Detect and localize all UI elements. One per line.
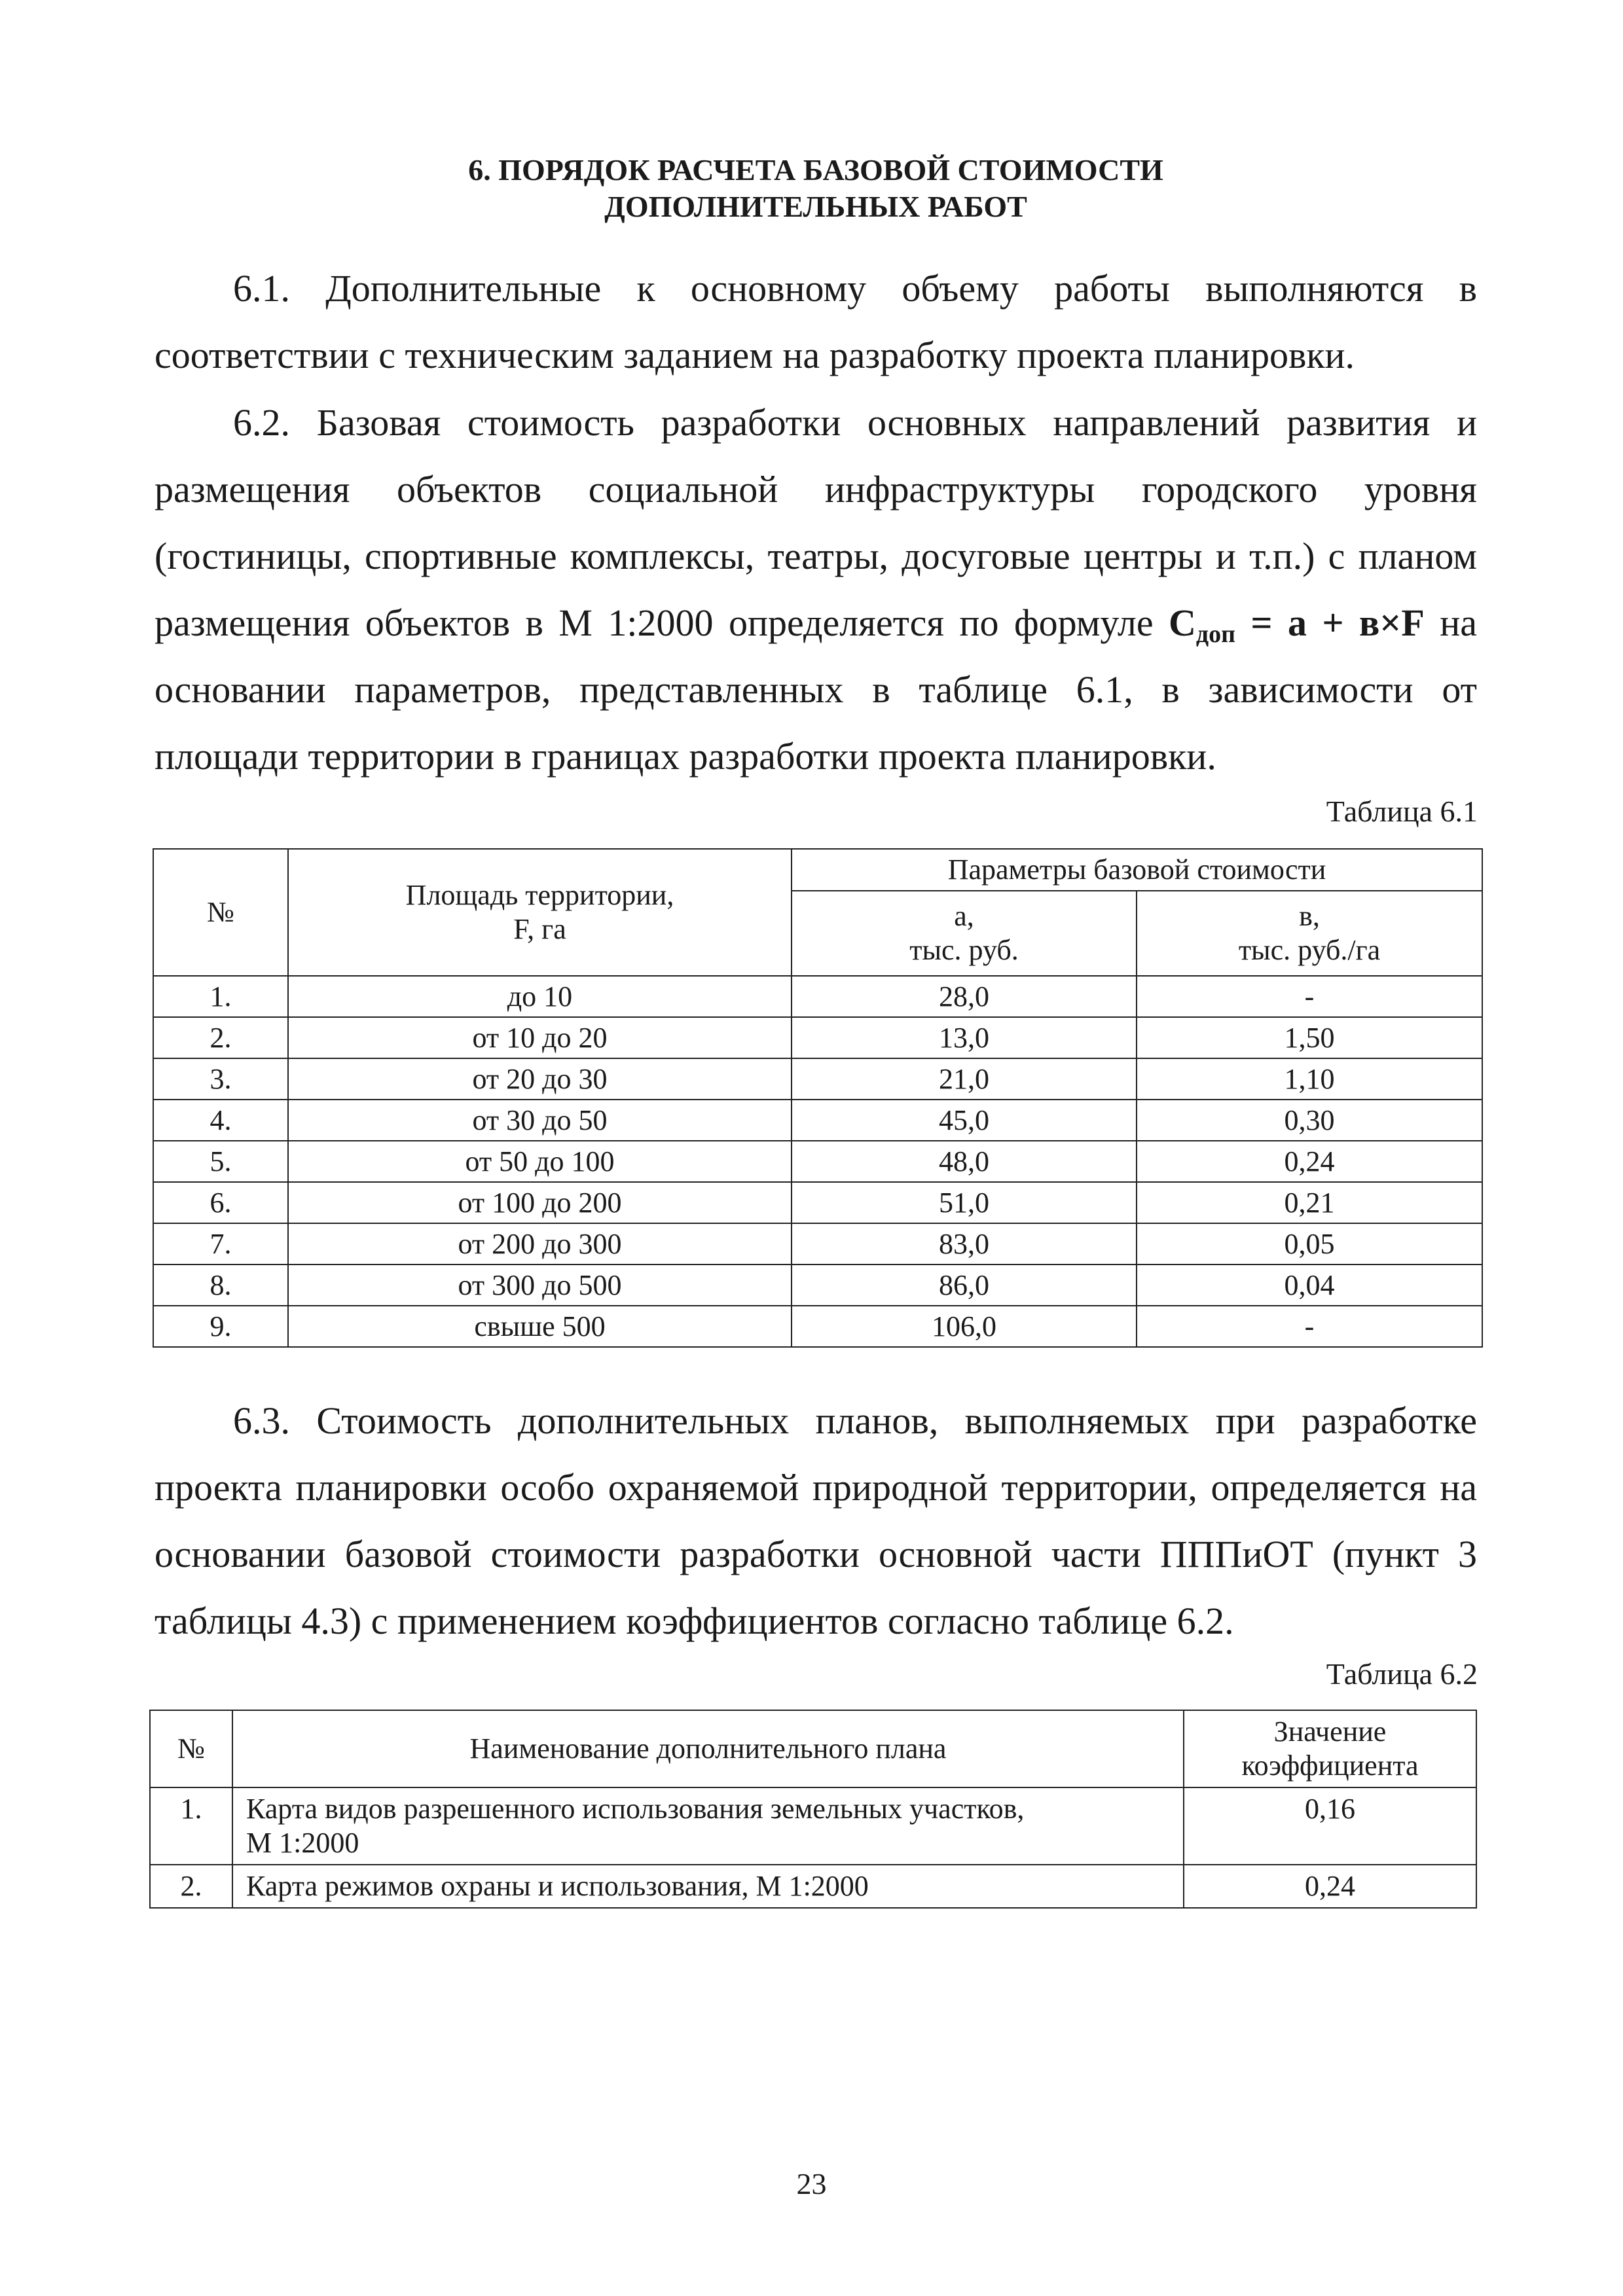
row-area: от 100 до 200 xyxy=(288,1182,792,1223)
row-b: 0,05 xyxy=(1137,1223,1482,1265)
row-area: до 10 xyxy=(288,976,792,1017)
row-num: 5. xyxy=(153,1141,288,1182)
row-num: 4. xyxy=(153,1100,288,1141)
row-num: 2. xyxy=(150,1865,232,1908)
row-area: от 10 до 20 xyxy=(288,1017,792,1058)
formula-expression: = а + в×F xyxy=(1235,601,1425,644)
table-6-1-header-area xyxy=(288,849,792,976)
row-num: 6. xyxy=(153,1182,288,1223)
table-row xyxy=(153,1306,1482,1347)
row-name xyxy=(232,1787,1184,1865)
table-6-1-header-b-line2: тыс. руб./га xyxy=(1238,934,1381,966)
row-a: 106,0 xyxy=(792,1306,1137,1347)
row-a: 51,0 xyxy=(792,1182,1137,1223)
row-name-line1: Карта видов разрешенного использования земельных участков, xyxy=(246,1793,1025,1825)
row-num: 3. xyxy=(153,1058,288,1100)
table-6-2-header-row xyxy=(150,1710,1476,1787)
row-b: 0,30 xyxy=(1137,1100,1482,1141)
table-6-1-header-area-line2: F, га xyxy=(513,913,566,945)
row-a: 86,0 xyxy=(792,1265,1137,1306)
row-num: 9. xyxy=(153,1306,288,1347)
row-area: от 200 до 300 xyxy=(288,1223,792,1265)
row-value: 0,16 xyxy=(1184,1787,1476,1865)
table-6-2 xyxy=(149,1710,1477,1909)
table-6-2-header-value-line2: коэффициента xyxy=(1241,1749,1419,1782)
table-row xyxy=(150,1787,1476,1865)
row-num: 7. xyxy=(153,1223,288,1265)
table-row xyxy=(153,1223,1482,1265)
table-row xyxy=(153,1141,1482,1182)
row-area: от 20 до 30 xyxy=(288,1058,792,1100)
table-6-1-header-a xyxy=(792,891,1137,976)
row-num: 2. xyxy=(153,1017,288,1058)
page-number: 23 xyxy=(796,2167,827,2200)
row-b: 0,24 xyxy=(1137,1141,1482,1182)
row-num: 1. xyxy=(153,976,288,1017)
row-area: от 30 до 50 xyxy=(288,1100,792,1141)
table-6-2-header-num: № xyxy=(150,1710,232,1787)
row-b: 1,10 xyxy=(1137,1058,1482,1100)
row-area: от 50 до 100 xyxy=(288,1141,792,1182)
cost-formula xyxy=(1169,601,1425,648)
table-6-1-header-b xyxy=(1137,891,1482,976)
table-6-2-header-value xyxy=(1184,1710,1476,1787)
row-a: 48,0 xyxy=(792,1141,1137,1182)
paragraph-6-2 xyxy=(155,389,1477,790)
table-row xyxy=(153,976,1482,1017)
paragraph-6-1: 6.1. Дополнительные к основному объему работы выполняются в соответствии с техническим заданием на разработку проекта планировки. xyxy=(155,267,1477,376)
row-a: 13,0 xyxy=(792,1017,1137,1058)
section-heading-line1: 6. ПОРЯДОК РАСЧЕТА БАЗОВОЙ СТОИМОСТИ xyxy=(468,153,1163,187)
row-a: 45,0 xyxy=(792,1100,1137,1141)
table-row xyxy=(153,1058,1482,1100)
row-a: 28,0 xyxy=(792,976,1137,1017)
table-6-1-header-area-line1: Площадь территории, xyxy=(405,879,674,911)
table-row xyxy=(153,1100,1482,1141)
table-6-1-header-a-line2: тыс. руб. xyxy=(909,934,1019,966)
section-heading-line2: ДОПОЛНИТЕЛЬНЫХ РАБОТ xyxy=(604,190,1027,223)
row-area: свыше 500 xyxy=(288,1306,792,1347)
row-area: от 300 до 500 xyxy=(288,1265,792,1306)
table-6-2-header-value-line1: Значение xyxy=(1273,1715,1387,1748)
formula-subscript: доп xyxy=(1195,620,1236,648)
row-b: - xyxy=(1137,1306,1482,1347)
row-name-line2: М 1:2000 xyxy=(246,1827,359,1859)
row-num: 1. xyxy=(150,1787,232,1865)
table-6-2-header-name: Наименование дополнительного плана xyxy=(232,1710,1184,1787)
formula-symbol: С xyxy=(1169,601,1196,644)
table-6-1-header-b-line1: в, xyxy=(1299,900,1320,932)
row-a: 83,0 xyxy=(792,1223,1137,1265)
table-6-1-caption: Таблица 6.1 xyxy=(1326,795,1478,828)
paragraph-6-3: 6.3. Стоимость дополнительных планов, выполняемых при разработке проекта планировки особо охраняемой природной территории, определяется на основании базовой стоимости разработки основной части ПППиОТ (пункт 3 таблицы 4.3) с применением коэффициентов согласно таблице 6.2. xyxy=(155,1399,1477,1642)
table-6-1-header-a-line1: а, xyxy=(954,900,974,932)
row-a: 21,0 xyxy=(792,1058,1137,1100)
row-value: 0,24 xyxy=(1184,1865,1476,1908)
table-row xyxy=(153,1017,1482,1058)
row-b: 0,21 xyxy=(1137,1182,1482,1223)
paragraph-6-2-text-before: 6.2. Базовая стоимость разработки основных направлений развития и размещения объектов социальной инфраструктуры городского уровня (гостиницы, спортивные комплексы, театры, досуговые центры и т.п.) с планом размещения объектов в М 1:2000 определяется по формуле xyxy=(155,401,1477,644)
table-6-1-header-params: Параметры базовой стоимости xyxy=(792,849,1482,891)
table-6-1 xyxy=(153,848,1483,1348)
row-num: 8. xyxy=(153,1265,288,1306)
table-row xyxy=(150,1865,1476,1908)
paragraph-6-2-text-after: на основании параметров, представленных в таблице 6.1, в зависимости от площади территории в границах разработки проекта планировки. xyxy=(155,601,1477,778)
row-b: - xyxy=(1137,976,1482,1017)
table-row xyxy=(153,1265,1482,1306)
table-6-1-header-num: № xyxy=(153,849,288,976)
row-b: 1,50 xyxy=(1137,1017,1482,1058)
row-b: 0,04 xyxy=(1137,1265,1482,1306)
table-6-2-caption: Таблица 6.2 xyxy=(1326,1657,1478,1691)
row-name: Карта режимов охраны и использования, М 1:2000 xyxy=(232,1865,1184,1908)
table-6-1-header-row-1 xyxy=(153,849,1482,891)
table-row xyxy=(153,1182,1482,1223)
section-heading xyxy=(155,152,1477,225)
